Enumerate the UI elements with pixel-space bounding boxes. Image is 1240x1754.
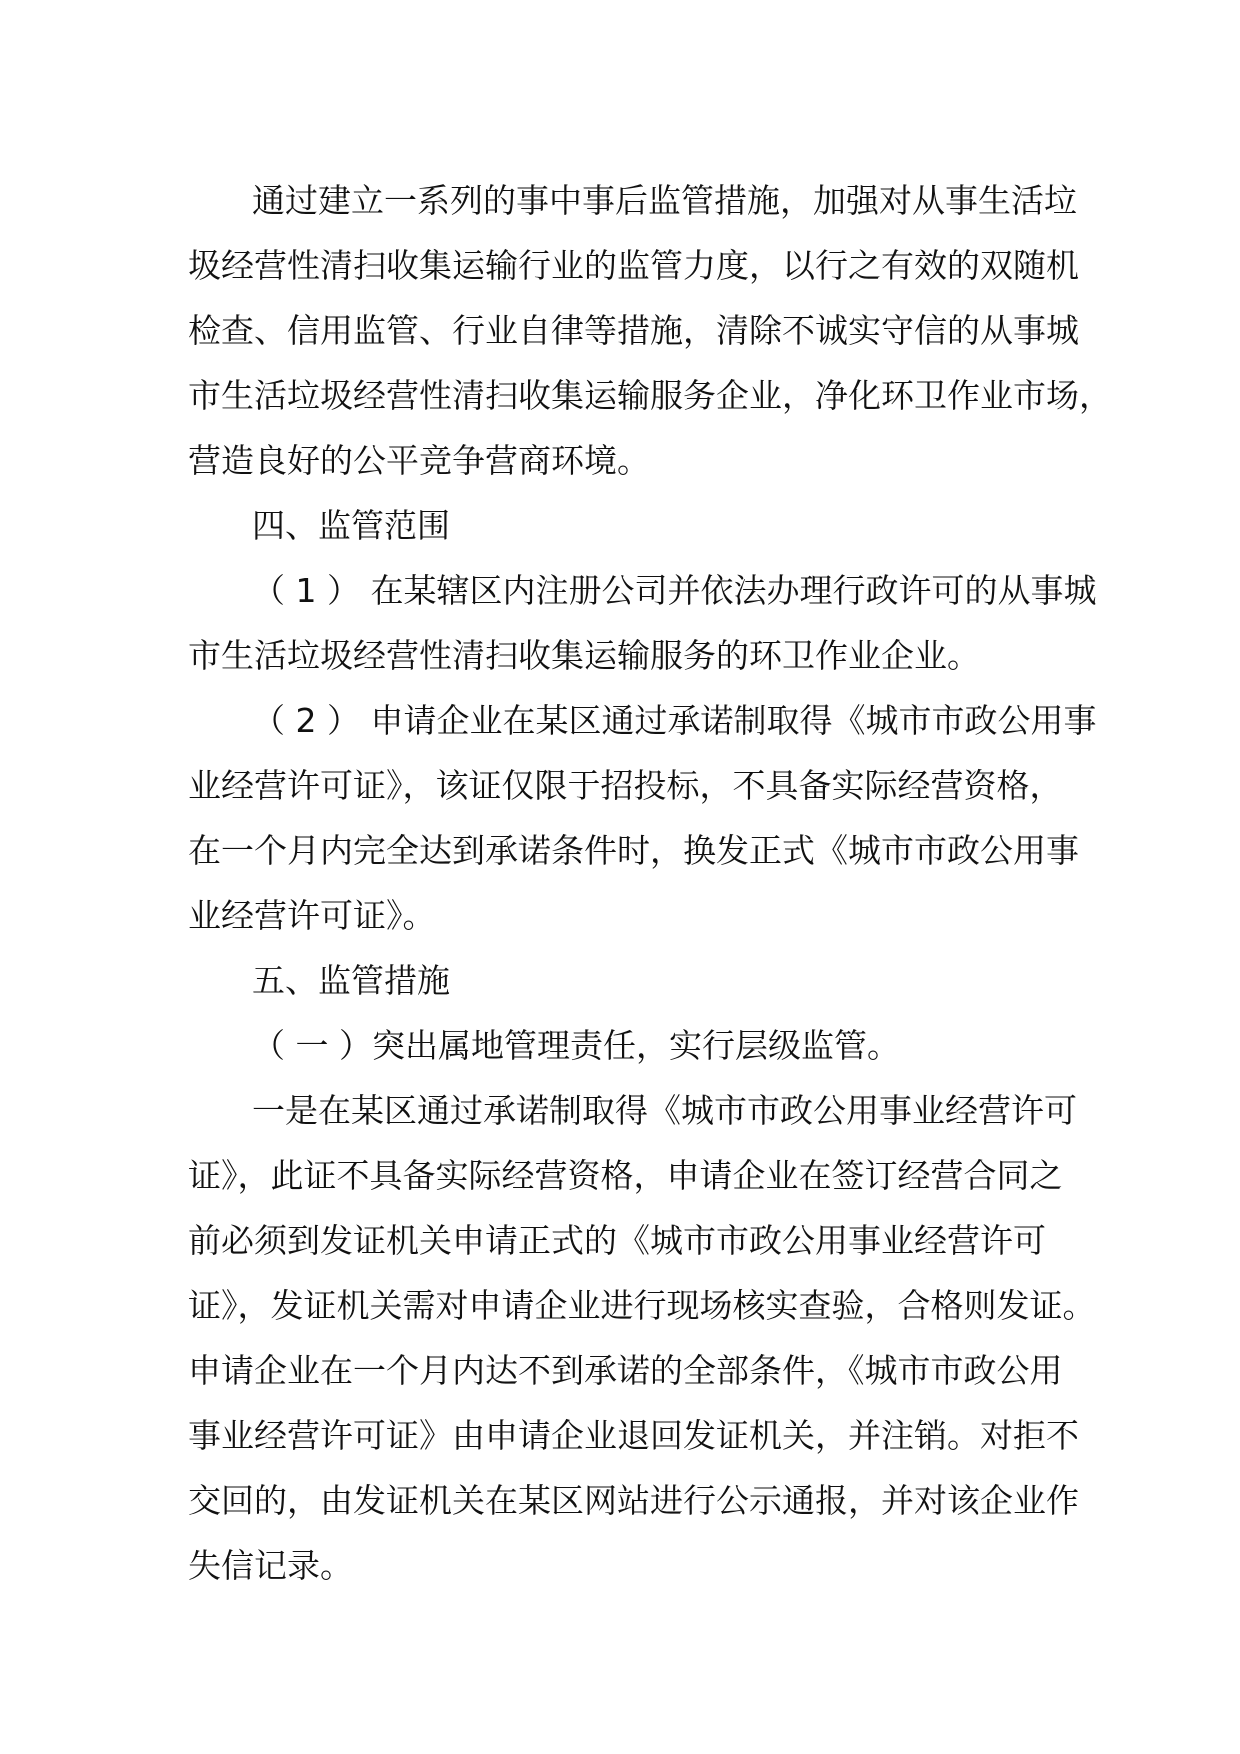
paragraph-line: 通过建立一系列的事中事后监管措施，加强对从事生活垃 — [252, 181, 1077, 220]
paragraph-line: 市生活垃圾经营性清扫收集运输服务企业，净化环卫作业市场， — [188, 376, 1112, 415]
paragraph-line: 业经营许可证》。 — [188, 896, 436, 935]
paragraph-line: 事业经营许可证》由申请企业退回发证机关，并注销。对拒不 — [188, 1416, 1079, 1455]
paragraph-line: （ 1 ） 在某辖区内注册公司并依法办理行政许可的从事城 — [252, 571, 1097, 610]
paragraph-line: 交回的，由发证机关在某区网站进行公示通报，并对该企业作 — [188, 1481, 1079, 1520]
section-heading: 五、监管措施 — [252, 961, 450, 1000]
paragraph-line: 检查、信用监管、行业自律等措施，清除不诚实守信的从事城 — [188, 311, 1079, 350]
paragraph-line: 一是在某区通过承诺制取得《城市市政公用事业经营许可 — [252, 1091, 1077, 1130]
paragraph-line: 在一个月内完全达到承诺条件时，换发正式《城市市政公用事 — [188, 831, 1079, 870]
section-heading: 四、监管范围 — [252, 506, 450, 545]
paragraph-line: 前必须到发证机关申请正式的《城市市政公用事业经营许可 — [188, 1221, 1046, 1260]
paragraph-line: 证》，此证不具备实际经营资格，申请企业在签订经营合同之 — [188, 1156, 1063, 1195]
paragraph-line: 失信记录。 — [188, 1546, 353, 1585]
paragraph-line: 市生活垃圾经营性清扫收集运输服务的环卫作业企业。 — [188, 636, 980, 675]
document-body — [188, 168, 1112, 1598]
paragraph-line: （ 2 ） 申请企业在某区通过承诺制取得《城市市政公用事 — [252, 701, 1097, 740]
paragraph-line: 圾经营性清扫收集运输行业的监管力度，以行之有效的双随机 — [188, 246, 1079, 285]
paragraph-line: 申请企业在一个月内达不到承诺的全部条件，《城市市政公用 — [188, 1351, 1063, 1390]
subsection-heading: （ 一 ）突出属地管理责任，实行层级监管。 — [252, 1026, 900, 1065]
paragraph-line: 证》，发证机关需对申请企业进行现场核实查验，合格则发证。 — [188, 1286, 1096, 1325]
paragraph-line: 业经营许可证》，该证仅限于招投标，不具备实际经营资格， — [188, 766, 1063, 805]
paragraph-line: 营造良好的公平竞争营商环境。 — [188, 441, 650, 480]
